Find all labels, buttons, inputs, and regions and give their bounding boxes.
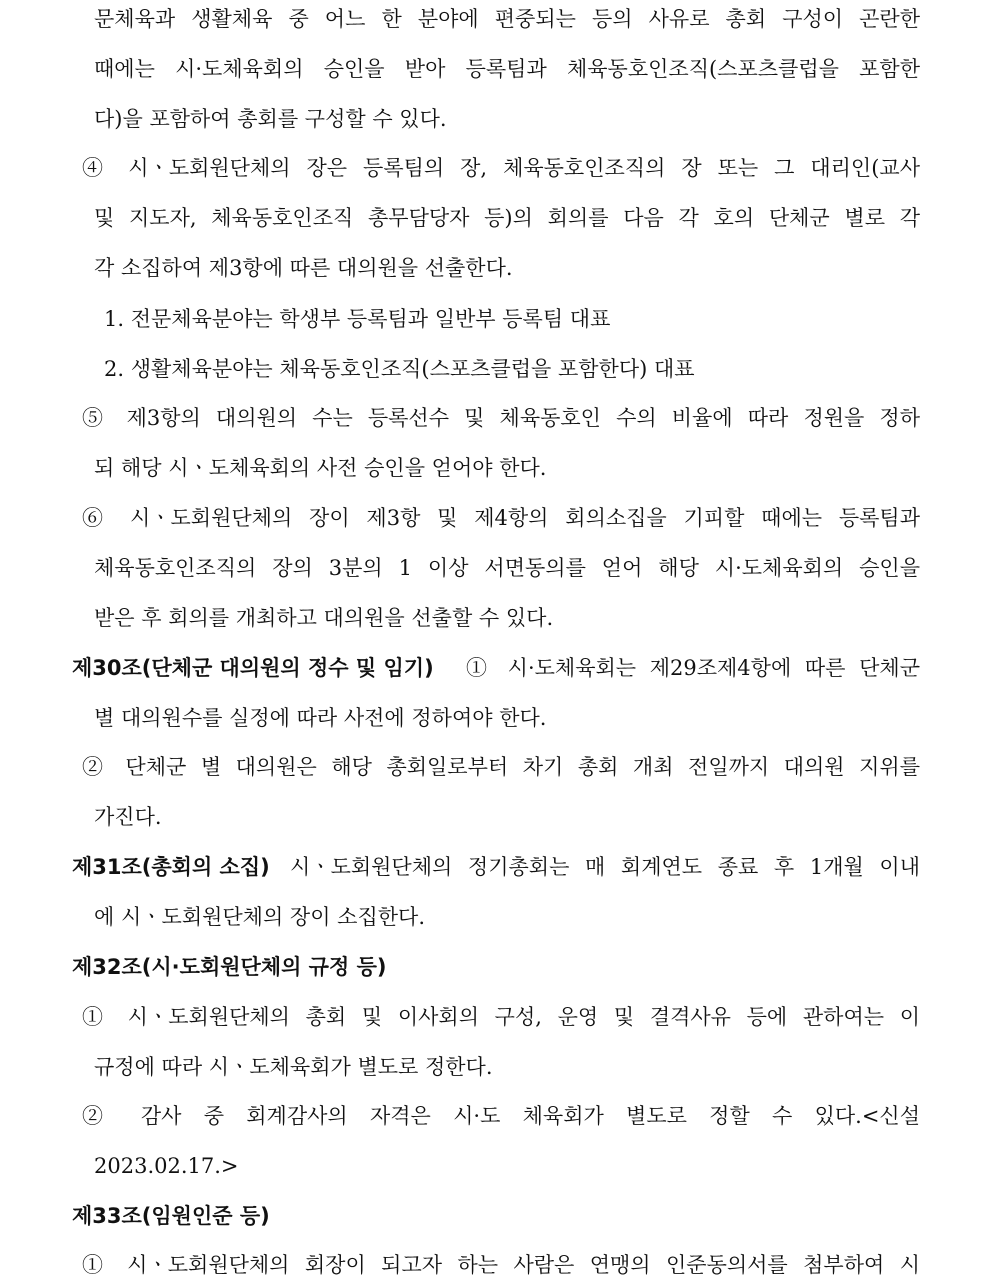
paragraph-line: 다)을 포함하여 총회를 구성할 수 있다. [94, 107, 447, 131]
list-item-1: 1. 전문체육분야는 학생부 등록팀과 일반부 등록팀 대표 [104, 307, 611, 331]
clause-6-line: ⑥ 시ㆍ도회원단체의 장이 제3항 및 제4항의 회의소집을 기피할 때에는 등록팀과 [82, 506, 920, 530]
article-32-clause-2: ② 감사 중 회계감사의 자격은 시·도 체육회가 별도로 정할 수 있다.<신설 [82, 1104, 920, 1128]
list-item-2: 2. 생활체육분야는 체육동호인조직(스포츠클럽을 포함한다) 대표 [104, 357, 695, 381]
clause-4-line: ④ 시ㆍ도회원단체의 장은 등록팀의 장, 체육동호인조직의 장 또는 그 대리인(교사 [82, 156, 920, 180]
clause-5-line: ⑤ 제3항의 대의원의 수는 등록선수 및 체육동호인 수의 비율에 따라 정원을 정하 [82, 406, 920, 430]
paragraph-line: 문체육과 생활체육 중 어느 한 분야에 편중되는 등의 사유로 총회 구성이 곤란한 [94, 7, 920, 31]
clause-6-line: 받은 후 회의를 개최하고 대의원을 선출할 수 있다. [94, 606, 554, 630]
article-32-clause-2: 2023.02.17.> [94, 1154, 239, 1178]
article-31-line: 시ㆍ도회원단체의 정기총회는 매 회계연도 종료 후 1개월 이내 [290, 855, 920, 879]
article-30-heading: 제30조(단체군 대의원의 정수 및 임기) [72, 656, 434, 680]
clause-4-line: 및 지도자, 체육동호인조직 총무담당자 등)의 회의를 다음 각 호의 단체군 별로 각 [94, 206, 920, 230]
article-32-clause-1: ① 시ㆍ도회원단체의 총회 및 이사회의 구성, 운영 및 결격사유 등에 관하여는 이 [82, 1005, 920, 1029]
article-32-clause-1: 규정에 따라 시ㆍ도체육회가 별도로 정한다. [94, 1055, 493, 1079]
article-30-line: 별 대의원수를 실정에 따라 사전에 정하여야 한다. [94, 706, 547, 730]
paragraph-line: 때에는 시·도체육회의 승인을 받아 등록팀과 체육동호인조직(스포츠클럽을 포함한 [94, 57, 920, 81]
article-31-heading: 제31조(총회의 소집) [72, 855, 270, 879]
article-33-clause-1: ① 시ㆍ도회원단체의 회장이 되고자 하는 사람은 연맹의 인준동의서를 첨부하여 시 [82, 1253, 920, 1277]
article-30-line: ① 시·도체육회는 제29조제4항에 따른 단체군 [466, 656, 920, 680]
article-30-clause-2: ② 단체군 별 대의원은 해당 총회일로부터 차기 총회 개최 전일까지 대의원 지위를 [82, 755, 920, 779]
clause-4-line: 각 소집하여 제3항에 따른 대의원을 선출한다. [94, 256, 513, 280]
article-30-clause-2: 가진다. [94, 805, 162, 829]
article-31-line: 에 시ㆍ도회원단체의 장이 소집한다. [94, 905, 425, 929]
article-32-heading: 제32조(시·도회원단체의 규정 등) [72, 955, 387, 979]
article-33-heading: 제33조(임원인준 등) [72, 1204, 270, 1228]
clause-5-line: 되 해당 시ㆍ도체육회의 사전 승인을 얻어야 한다. [94, 456, 547, 480]
clause-6-line: 체육동호인조직의 장의 3분의 1 이상 서면동의를 얻어 해당 시·도체육회의 승인을 [94, 556, 920, 580]
